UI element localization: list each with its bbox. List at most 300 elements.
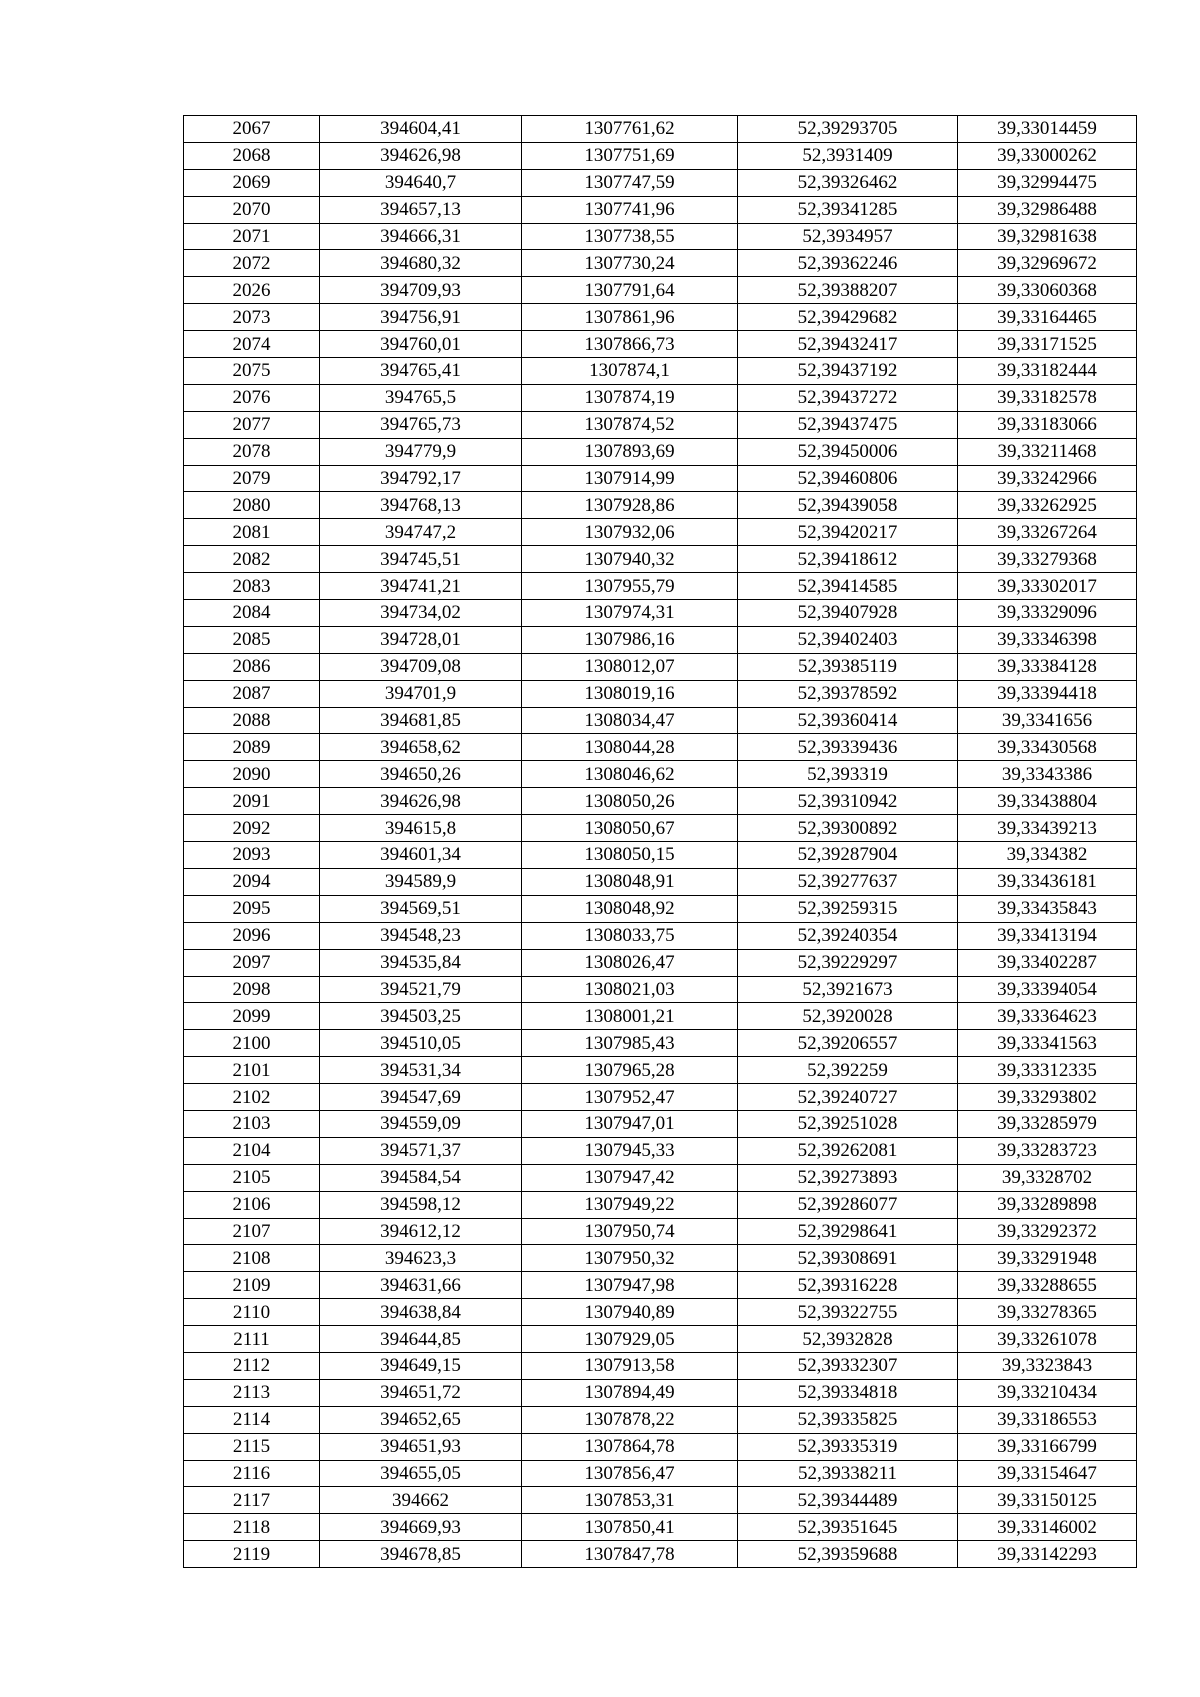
table-row [184, 196, 1137, 223]
table-row [184, 922, 1137, 949]
table-row [184, 1057, 1137, 1084]
x-coordinate-cell: 394559,09 [320, 1110, 522, 1137]
longitude-cell: 39,33242966 [958, 465, 1137, 492]
point-number-cell: 2101 [184, 1057, 320, 1084]
longitude-cell: 39,334382 [958, 842, 1137, 869]
x-coordinate-cell: 394535,84 [320, 949, 522, 976]
latitude-cell: 52,39344489 [738, 1487, 958, 1514]
point-number-cell: 2091 [184, 788, 320, 815]
latitude-cell: 52,39351645 [738, 1514, 958, 1541]
point-number-cell: 2068 [184, 142, 320, 169]
table-row [184, 1272, 1137, 1299]
y-coordinate-cell: 1307856,47 [522, 1460, 738, 1487]
x-coordinate-cell: 394669,93 [320, 1514, 522, 1541]
y-coordinate-cell: 1307747,59 [522, 169, 738, 196]
latitude-cell: 52,39362246 [738, 250, 958, 277]
table-row [184, 304, 1137, 331]
longitude-cell: 39,33293802 [958, 1084, 1137, 1111]
table-row [184, 277, 1137, 304]
longitude-cell: 39,33292372 [958, 1218, 1137, 1245]
latitude-cell: 52,39460806 [738, 465, 958, 492]
y-coordinate-cell: 1307945,33 [522, 1137, 738, 1164]
table-row [184, 761, 1137, 788]
longitude-cell: 39,33312335 [958, 1057, 1137, 1084]
x-coordinate-cell: 394756,91 [320, 304, 522, 331]
x-coordinate-cell: 394745,51 [320, 546, 522, 573]
point-number-cell: 2106 [184, 1191, 320, 1218]
x-coordinate-cell: 394631,66 [320, 1272, 522, 1299]
x-coordinate-cell: 394547,69 [320, 1084, 522, 1111]
x-coordinate-cell: 394678,85 [320, 1541, 522, 1568]
y-coordinate-cell: 1307751,69 [522, 142, 738, 169]
y-coordinate-cell: 1307947,01 [522, 1110, 738, 1137]
table-row [184, 1030, 1137, 1057]
table-row [184, 116, 1137, 143]
latitude-cell: 52,39402403 [738, 626, 958, 653]
y-coordinate-cell: 1308001,21 [522, 1003, 738, 1030]
y-coordinate-cell: 1307730,24 [522, 250, 738, 277]
table-row [184, 1379, 1137, 1406]
y-coordinate-cell: 1308046,62 [522, 761, 738, 788]
table-row [184, 707, 1137, 734]
longitude-cell: 39,33142293 [958, 1541, 1137, 1568]
longitude-cell: 39,33364623 [958, 1003, 1137, 1030]
table-row [184, 546, 1137, 573]
table-row [184, 519, 1137, 546]
longitude-cell: 39,33261078 [958, 1326, 1137, 1353]
x-coordinate-cell: 394655,05 [320, 1460, 522, 1487]
x-coordinate-cell: 394531,34 [320, 1057, 522, 1084]
latitude-cell: 52,393319 [738, 761, 958, 788]
latitude-cell: 52,39338211 [738, 1460, 958, 1487]
x-coordinate-cell: 394521,79 [320, 976, 522, 1003]
x-coordinate-cell: 394760,01 [320, 331, 522, 358]
table-row [184, 223, 1137, 250]
y-coordinate-cell: 1307932,06 [522, 519, 738, 546]
longitude-cell: 39,33283723 [958, 1137, 1137, 1164]
longitude-cell: 39,33413194 [958, 922, 1137, 949]
latitude-cell: 52,39287904 [738, 842, 958, 869]
y-coordinate-cell: 1307955,79 [522, 573, 738, 600]
table-row [184, 358, 1137, 385]
latitude-cell: 52,39326462 [738, 169, 958, 196]
latitude-cell: 52,3931409 [738, 142, 958, 169]
longitude-cell: 39,33060368 [958, 277, 1137, 304]
y-coordinate-cell: 1307874,19 [522, 384, 738, 411]
latitude-cell: 52,3932828 [738, 1326, 958, 1353]
x-coordinate-cell: 394709,93 [320, 277, 522, 304]
x-coordinate-cell: 394701,9 [320, 680, 522, 707]
x-coordinate-cell: 394741,21 [320, 573, 522, 600]
point-number-cell: 2073 [184, 304, 320, 331]
longitude-cell: 39,33402287 [958, 949, 1137, 976]
longitude-cell: 39,33384128 [958, 653, 1137, 680]
latitude-cell: 52,39335319 [738, 1433, 958, 1460]
table-row [184, 600, 1137, 627]
longitude-cell: 39,33171525 [958, 331, 1137, 358]
point-number-cell: 2075 [184, 358, 320, 385]
x-coordinate-cell: 394681,85 [320, 707, 522, 734]
latitude-cell: 52,39414585 [738, 573, 958, 600]
longitude-cell: 39,33014459 [958, 116, 1137, 143]
latitude-cell: 52,39251028 [738, 1110, 958, 1137]
longitude-cell: 39,33211468 [958, 438, 1137, 465]
point-number-cell: 2092 [184, 815, 320, 842]
point-number-cell: 2080 [184, 492, 320, 519]
y-coordinate-cell: 1307874,52 [522, 411, 738, 438]
latitude-cell: 52,39273893 [738, 1164, 958, 1191]
longitude-cell: 39,33146002 [958, 1514, 1137, 1541]
latitude-cell: 52,39378592 [738, 680, 958, 707]
point-number-cell: 2110 [184, 1299, 320, 1326]
table-row [184, 1460, 1137, 1487]
latitude-cell: 52,3934957 [738, 223, 958, 250]
point-number-cell: 2094 [184, 868, 320, 895]
y-coordinate-cell: 1308021,03 [522, 976, 738, 1003]
point-number-cell: 2107 [184, 1218, 320, 1245]
longitude-cell: 39,33288655 [958, 1272, 1137, 1299]
point-number-cell: 2083 [184, 573, 320, 600]
table-row [184, 788, 1137, 815]
latitude-cell: 52,39298641 [738, 1218, 958, 1245]
point-number-cell: 2097 [184, 949, 320, 976]
latitude-cell: 52,39407928 [738, 600, 958, 627]
longitude-cell: 39,3341656 [958, 707, 1137, 734]
y-coordinate-cell: 1308048,91 [522, 868, 738, 895]
latitude-cell: 52,39310942 [738, 788, 958, 815]
x-coordinate-cell: 394765,5 [320, 384, 522, 411]
point-number-cell: 2115 [184, 1433, 320, 1460]
longitude-cell: 39,32994475 [958, 169, 1137, 196]
longitude-cell: 39,33166799 [958, 1433, 1137, 1460]
y-coordinate-cell: 1308034,47 [522, 707, 738, 734]
x-coordinate-cell: 394779,9 [320, 438, 522, 465]
table-row [184, 1003, 1137, 1030]
x-coordinate-cell: 394651,93 [320, 1433, 522, 1460]
y-coordinate-cell: 1307950,74 [522, 1218, 738, 1245]
table-row [184, 1299, 1137, 1326]
y-coordinate-cell: 1307928,86 [522, 492, 738, 519]
point-number-cell: 2119 [184, 1541, 320, 1568]
latitude-cell: 52,39359688 [738, 1541, 958, 1568]
longitude-cell: 39,33262925 [958, 492, 1137, 519]
x-coordinate-cell: 394626,98 [320, 142, 522, 169]
y-coordinate-cell: 1307974,31 [522, 600, 738, 627]
y-coordinate-cell: 1307738,55 [522, 223, 738, 250]
x-coordinate-cell: 394765,41 [320, 358, 522, 385]
longitude-cell: 39,33150125 [958, 1487, 1137, 1514]
y-coordinate-cell: 1307791,64 [522, 277, 738, 304]
latitude-cell: 52,39206557 [738, 1030, 958, 1057]
point-number-cell: 2114 [184, 1406, 320, 1433]
y-coordinate-cell: 1307847,78 [522, 1541, 738, 1568]
point-number-cell: 2109 [184, 1272, 320, 1299]
latitude-cell: 52,39341285 [738, 196, 958, 223]
point-number-cell: 2093 [184, 842, 320, 869]
point-number-cell: 2095 [184, 895, 320, 922]
latitude-cell: 52,39439058 [738, 492, 958, 519]
longitude-cell: 39,33164465 [958, 304, 1137, 331]
point-number-cell: 2098 [184, 976, 320, 1003]
table-row [184, 1084, 1137, 1111]
longitude-cell: 39,33285979 [958, 1110, 1137, 1137]
latitude-cell: 52,39262081 [738, 1137, 958, 1164]
table-row [184, 1218, 1137, 1245]
point-number-cell: 2078 [184, 438, 320, 465]
y-coordinate-cell: 1308019,16 [522, 680, 738, 707]
x-coordinate-cell: 394510,05 [320, 1030, 522, 1057]
point-number-cell: 2118 [184, 1514, 320, 1541]
latitude-cell: 52,39420217 [738, 519, 958, 546]
point-number-cell: 2104 [184, 1137, 320, 1164]
point-number-cell: 2087 [184, 680, 320, 707]
y-coordinate-cell: 1307741,96 [522, 196, 738, 223]
y-coordinate-cell: 1307985,43 [522, 1030, 738, 1057]
x-coordinate-cell: 394765,73 [320, 411, 522, 438]
longitude-cell: 39,33438804 [958, 788, 1137, 815]
table-row [184, 1137, 1137, 1164]
longitude-cell: 39,3343386 [958, 761, 1137, 788]
y-coordinate-cell: 1308050,26 [522, 788, 738, 815]
x-coordinate-cell: 394792,17 [320, 465, 522, 492]
y-coordinate-cell: 1308050,15 [522, 842, 738, 869]
y-coordinate-cell: 1307850,41 [522, 1514, 738, 1541]
longitude-cell: 39,33430568 [958, 734, 1137, 761]
point-number-cell: 2117 [184, 1487, 320, 1514]
latitude-cell: 52,39308691 [738, 1245, 958, 1272]
x-coordinate-cell: 394623,3 [320, 1245, 522, 1272]
y-coordinate-cell: 1307986,16 [522, 626, 738, 653]
table-row [184, 653, 1137, 680]
longitude-cell: 39,3328702 [958, 1164, 1137, 1191]
latitude-cell: 52,39418612 [738, 546, 958, 573]
point-number-cell: 2096 [184, 922, 320, 949]
table-row [184, 1433, 1137, 1460]
latitude-cell: 52,39385119 [738, 653, 958, 680]
longitude-cell: 39,32969672 [958, 250, 1137, 277]
table-row [184, 842, 1137, 869]
longitude-cell: 39,33329096 [958, 600, 1137, 627]
point-number-cell: 2099 [184, 1003, 320, 1030]
table-row [184, 250, 1137, 277]
table-row [184, 465, 1137, 492]
x-coordinate-cell: 394571,37 [320, 1137, 522, 1164]
latitude-cell: 52,39360414 [738, 707, 958, 734]
latitude-cell: 52,39229297 [738, 949, 958, 976]
point-number-cell: 2113 [184, 1379, 320, 1406]
point-number-cell: 2103 [184, 1110, 320, 1137]
point-number-cell: 2086 [184, 653, 320, 680]
longitude-cell: 39,33182578 [958, 384, 1137, 411]
x-coordinate-cell: 394640,7 [320, 169, 522, 196]
longitude-cell: 39,33436181 [958, 868, 1137, 895]
latitude-cell: 52,39300892 [738, 815, 958, 842]
longitude-cell: 39,33154647 [958, 1460, 1137, 1487]
longitude-cell: 39,33278365 [958, 1299, 1137, 1326]
point-number-cell: 2076 [184, 384, 320, 411]
longitude-cell: 39,33341563 [958, 1030, 1137, 1057]
x-coordinate-cell: 394638,84 [320, 1299, 522, 1326]
longitude-cell: 39,33394418 [958, 680, 1137, 707]
latitude-cell: 52,39240727 [738, 1084, 958, 1111]
y-coordinate-cell: 1307864,78 [522, 1433, 738, 1460]
coordinates-table [183, 115, 1137, 1568]
point-number-cell: 2102 [184, 1084, 320, 1111]
point-number-cell: 2069 [184, 169, 320, 196]
table-row [184, 1514, 1137, 1541]
y-coordinate-cell: 1307947,42 [522, 1164, 738, 1191]
table-row [184, 142, 1137, 169]
latitude-cell: 52,39286077 [738, 1191, 958, 1218]
latitude-cell: 52,39259315 [738, 895, 958, 922]
y-coordinate-cell: 1307952,47 [522, 1084, 738, 1111]
longitude-cell: 39,33210434 [958, 1379, 1137, 1406]
point-number-cell: 2074 [184, 331, 320, 358]
y-coordinate-cell: 1307929,05 [522, 1326, 738, 1353]
x-coordinate-cell: 394680,32 [320, 250, 522, 277]
latitude-cell: 52,39432417 [738, 331, 958, 358]
longitude-cell: 39,33267264 [958, 519, 1137, 546]
latitude-cell: 52,39240354 [738, 922, 958, 949]
table-row [184, 492, 1137, 519]
x-coordinate-cell: 394728,01 [320, 626, 522, 653]
y-coordinate-cell: 1307853,31 [522, 1487, 738, 1514]
x-coordinate-cell: 394604,41 [320, 116, 522, 143]
table-row [184, 815, 1137, 842]
x-coordinate-cell: 394589,9 [320, 868, 522, 895]
x-coordinate-cell: 394612,12 [320, 1218, 522, 1245]
table-row [184, 734, 1137, 761]
latitude-cell: 52,39437475 [738, 411, 958, 438]
x-coordinate-cell: 394747,2 [320, 519, 522, 546]
longitude-cell: 39,33291948 [958, 1245, 1137, 1272]
point-number-cell: 2105 [184, 1164, 320, 1191]
x-coordinate-cell: 394768,13 [320, 492, 522, 519]
table-row [184, 1541, 1137, 1568]
table-row [184, 895, 1137, 922]
point-number-cell: 2108 [184, 1245, 320, 1272]
table-row [184, 626, 1137, 653]
table-row [184, 868, 1137, 895]
latitude-cell: 52,39334818 [738, 1379, 958, 1406]
latitude-cell: 52,39277637 [738, 868, 958, 895]
y-coordinate-cell: 1307874,1 [522, 358, 738, 385]
table-row [184, 1326, 1137, 1353]
x-coordinate-cell: 394651,72 [320, 1379, 522, 1406]
table-row [184, 680, 1137, 707]
x-coordinate-cell: 394584,54 [320, 1164, 522, 1191]
x-coordinate-cell: 394601,34 [320, 842, 522, 869]
longitude-cell: 39,33182444 [958, 358, 1137, 385]
y-coordinate-cell: 1307913,58 [522, 1352, 738, 1379]
y-coordinate-cell: 1307861,96 [522, 304, 738, 331]
longitude-cell: 39,33186553 [958, 1406, 1137, 1433]
longitude-cell: 39,33435843 [958, 895, 1137, 922]
y-coordinate-cell: 1307893,69 [522, 438, 738, 465]
x-coordinate-cell: 394650,26 [320, 761, 522, 788]
latitude-cell: 52,39322755 [738, 1299, 958, 1326]
y-coordinate-cell: 1307878,22 [522, 1406, 738, 1433]
point-number-cell: 2026 [184, 277, 320, 304]
longitude-cell: 39,33394054 [958, 976, 1137, 1003]
latitude-cell: 52,3920028 [738, 1003, 958, 1030]
x-coordinate-cell: 394615,8 [320, 815, 522, 842]
y-coordinate-cell: 1307950,32 [522, 1245, 738, 1272]
table-row [184, 438, 1137, 465]
y-coordinate-cell: 1307761,62 [522, 116, 738, 143]
x-coordinate-cell: 394598,12 [320, 1191, 522, 1218]
y-coordinate-cell: 1307965,28 [522, 1057, 738, 1084]
table-row [184, 976, 1137, 1003]
point-number-cell: 2071 [184, 223, 320, 250]
x-coordinate-cell: 394657,13 [320, 196, 522, 223]
x-coordinate-cell: 394569,51 [320, 895, 522, 922]
point-number-cell: 2070 [184, 196, 320, 223]
latitude-cell: 52,39332307 [738, 1352, 958, 1379]
point-number-cell: 2089 [184, 734, 320, 761]
table-row [184, 949, 1137, 976]
point-number-cell: 2112 [184, 1352, 320, 1379]
point-number-cell: 2077 [184, 411, 320, 438]
point-number-cell: 2072 [184, 250, 320, 277]
longitude-cell: 39,33302017 [958, 573, 1137, 600]
latitude-cell: 52,39339436 [738, 734, 958, 761]
y-coordinate-cell: 1307940,32 [522, 546, 738, 573]
y-coordinate-cell: 1307894,49 [522, 1379, 738, 1406]
x-coordinate-cell: 394503,25 [320, 1003, 522, 1030]
x-coordinate-cell: 394734,02 [320, 600, 522, 627]
longitude-cell: 39,33000262 [958, 142, 1137, 169]
point-number-cell: 2090 [184, 761, 320, 788]
latitude-cell: 52,39429682 [738, 304, 958, 331]
y-coordinate-cell: 1308044,28 [522, 734, 738, 761]
x-coordinate-cell: 394649,15 [320, 1352, 522, 1379]
point-number-cell: 2085 [184, 626, 320, 653]
point-number-cell: 2079 [184, 465, 320, 492]
latitude-cell: 52,3921673 [738, 976, 958, 1003]
y-coordinate-cell: 1307949,22 [522, 1191, 738, 1218]
x-coordinate-cell: 394709,08 [320, 653, 522, 680]
longitude-cell: 39,33439213 [958, 815, 1137, 842]
latitude-cell: 52,39316228 [738, 1272, 958, 1299]
point-number-cell: 2111 [184, 1326, 320, 1353]
x-coordinate-cell: 394662 [320, 1487, 522, 1514]
y-coordinate-cell: 1307914,99 [522, 465, 738, 492]
x-coordinate-cell: 394626,98 [320, 788, 522, 815]
y-coordinate-cell: 1308012,07 [522, 653, 738, 680]
point-number-cell: 2081 [184, 519, 320, 546]
y-coordinate-cell: 1308033,75 [522, 922, 738, 949]
longitude-cell: 39,33346398 [958, 626, 1137, 653]
longitude-cell: 39,33289898 [958, 1191, 1137, 1218]
latitude-cell: 52,39437192 [738, 358, 958, 385]
table-row [184, 384, 1137, 411]
coordinates-table-body [184, 116, 1137, 1568]
x-coordinate-cell: 394652,65 [320, 1406, 522, 1433]
y-coordinate-cell: 1307940,89 [522, 1299, 738, 1326]
x-coordinate-cell: 394666,31 [320, 223, 522, 250]
latitude-cell: 52,39293705 [738, 116, 958, 143]
x-coordinate-cell: 394548,23 [320, 922, 522, 949]
table-row [184, 1406, 1137, 1433]
point-number-cell: 2082 [184, 546, 320, 573]
x-coordinate-cell: 394644,85 [320, 1326, 522, 1353]
latitude-cell: 52,39450006 [738, 438, 958, 465]
point-number-cell: 2116 [184, 1460, 320, 1487]
longitude-cell: 39,3323843 [958, 1352, 1137, 1379]
longitude-cell: 39,32981638 [958, 223, 1137, 250]
latitude-cell: 52,39335825 [738, 1406, 958, 1433]
